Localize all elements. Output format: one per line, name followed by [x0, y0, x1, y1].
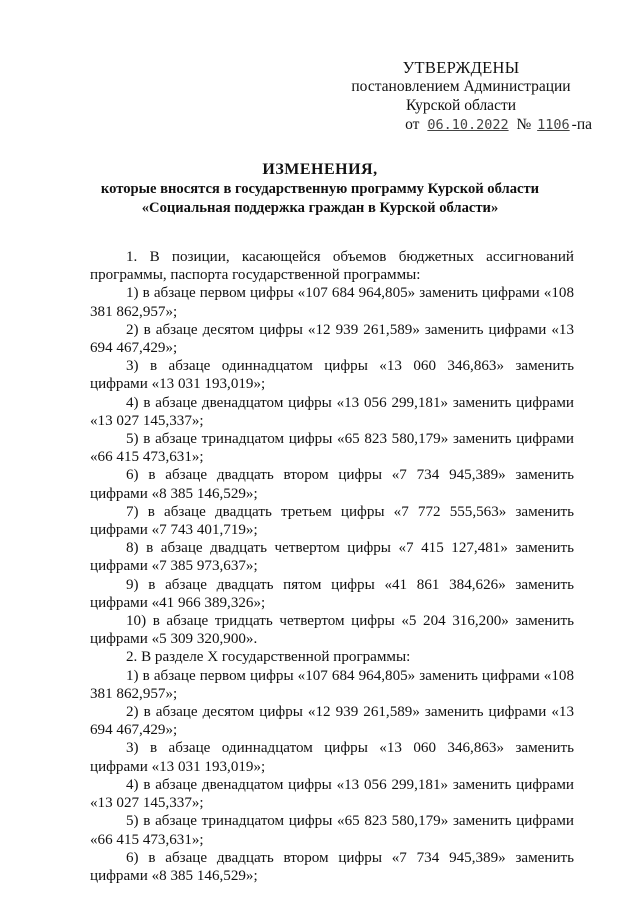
- document-subtitle-2: «Социальная поддержка граждан в Курской области»: [141, 200, 499, 216]
- approval-stamp: [330, 58, 592, 135]
- paragraph: 1) в абзаце первом цифры «107 684 964,805» заменить цифрами «108 381 862,957»;: [90, 285, 574, 320]
- date-prefix: от: [405, 116, 420, 133]
- paragraph: 3) в абзаце одиннадцатом цифры «13 060 346,863» заменить цифрами «13 031 193,019»;: [90, 358, 574, 393]
- document-title: ИЗМЕНЕНИЯ,: [262, 161, 378, 178]
- document-subtitle-1: которые вносятся в государственную программу Курской области: [100, 181, 540, 197]
- document-body: [90, 248, 574, 885]
- paragraph: 6) в абзаце двадцать втором цифры «7 734 945,389» заменить цифрами «8 385 146,529»;: [90, 467, 574, 502]
- paragraph: 1. В позиции, касающейся объемов бюджетных ассигнований программы, паспорта государственной программы:: [90, 249, 574, 284]
- paragraph: 5) в абзаце тринадцатом цифры «65 823 580,179» заменить цифрами «66 415 473,631»;: [90, 813, 574, 848]
- paragraph: 3) в абзаце одиннадцатом цифры «13 060 346,863» заменить цифрами «13 031 193,019»;: [90, 740, 574, 775]
- paragraph: 10) в абзаце тридцать четвертом цифры «5 204 316,200» заменить цифрами «5 309 320,900».: [90, 613, 574, 648]
- paragraph: 6) в абзаце двадцать втором цифры «7 734 945,389» заменить цифрами «8 385 146,529»;: [90, 849, 574, 884]
- paragraph: 9) в абзаце двадцать пятом цифры «41 861 384,626» заменить цифрами «41 966 389,326»;: [90, 576, 574, 611]
- paragraph: 4) в абзаце двенадцатом цифры «13 056 299,181» заменить цифрами «13 027 145,337»;: [90, 776, 574, 812]
- approval-line-2: Курской области: [405, 97, 517, 114]
- approval-title: УТВЕРЖДЕНЫ: [402, 58, 520, 77]
- paragraph: 7) в абзаце двадцать третьем цифры «7 772 555,563» заменить цифрами «7 743 401,719»;: [90, 503, 574, 539]
- paragraph: 2) в абзаце десятом цифры «12 939 261,589» заменить цифрами «13 694 467,429»;: [90, 704, 574, 739]
- paragraph: 2) в абзаце десятом цифры «12 939 261,589» заменить цифрами «13 694 467,429»;: [90, 321, 574, 357]
- approval-number: 1106: [537, 117, 570, 133]
- approval-line-1: постановлением Администрации: [351, 78, 571, 95]
- number-label: №: [516, 116, 532, 133]
- paragraph: 5) в абзаце тринадцатом цифры «65 823 580,179» заменить цифрами «66 415 473,631»;: [90, 431, 574, 466]
- paragraph: 2. В разделе X государственной программы:: [126, 649, 411, 666]
- approval-date: 06.10.2022: [427, 117, 509, 133]
- number-suffix: -па: [571, 116, 592, 133]
- paragraph: 1) в абзаце первом цифры «107 684 964,805» заменить цифрами «108 381 862,957»;: [90, 667, 574, 702]
- approval-date-line: [330, 115, 592, 135]
- paragraph: 4) в абзаце двенадцатом цифры «13 056 299,181» заменить цифрами «13 027 145,337»;: [90, 394, 574, 429]
- paragraph: 8) в абзаце двадцать четвертом цифры «7 415 127,481» заменить цифрами «7 385 973,637»;: [90, 540, 574, 575]
- document-heading: [60, 160, 580, 218]
